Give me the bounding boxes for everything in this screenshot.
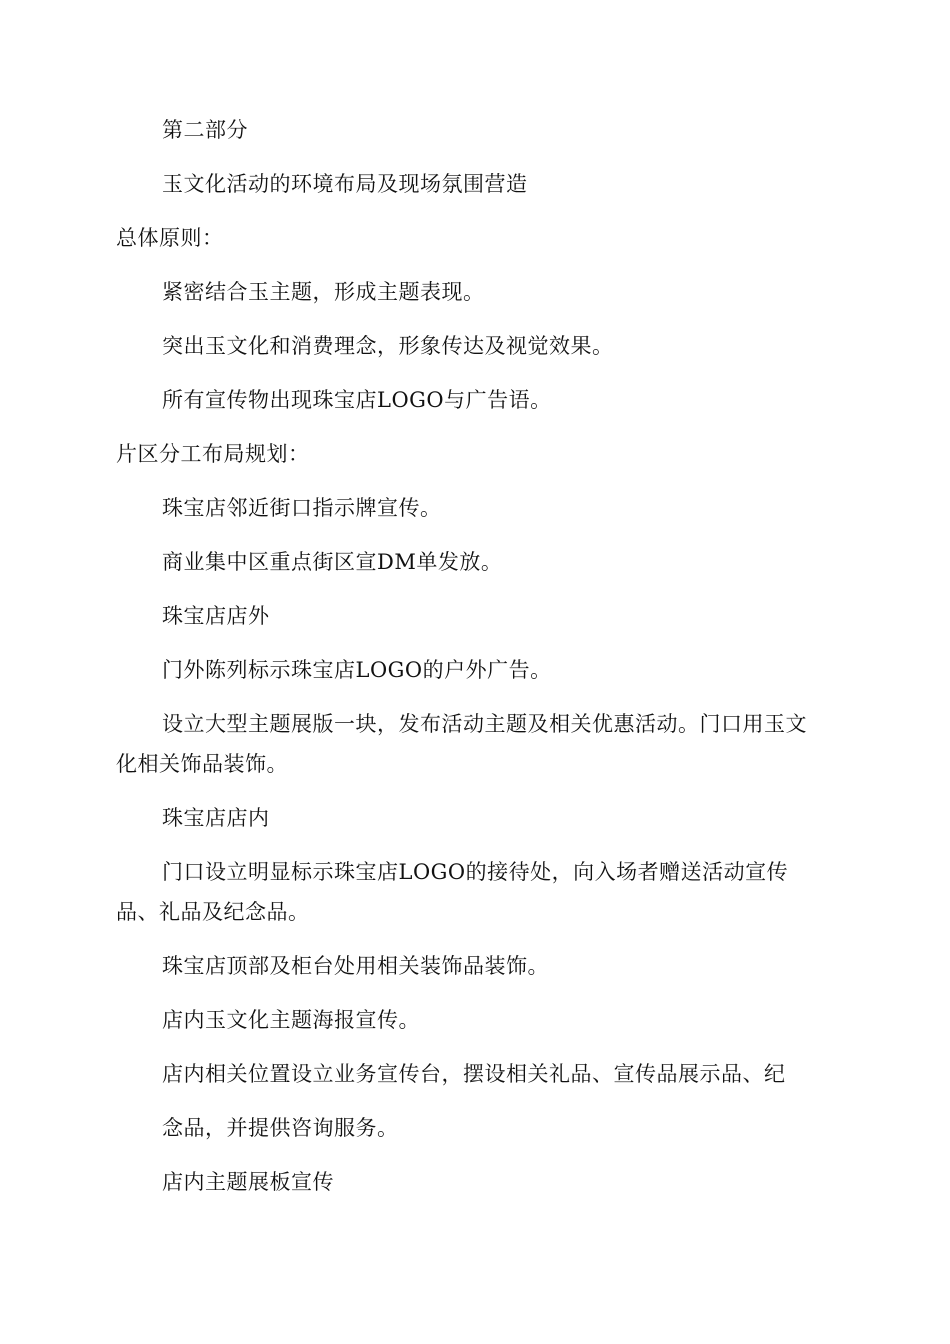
paragraph: 店内相关位置设立业务宣传台，摆设相关礼品、宣传品展示品、纪 <box>162 1062 786 1086</box>
paragraph-continuation: 化相关饰品装饰。 <box>116 752 288 776</box>
paragraph: 店内主题展板宣传 <box>162 1170 334 1194</box>
paragraph-continuation: 念品，并提供咨询服务。 <box>162 1116 399 1140</box>
paragraph: 所有宣传物出现珠宝店LOGO与广告语。 <box>162 388 552 412</box>
paragraph: 突出玉文化和消费理念，形象传达及视觉效果。 <box>162 334 614 358</box>
paragraph: 紧密结合玉主题，形成主题表现。 <box>162 280 485 304</box>
subheading-inside: 珠宝店店内 <box>162 806 270 830</box>
paragraph: 商业集中区重点街区宣DM单发放。 <box>162 550 503 574</box>
paragraph: 设立大型主题展版一块，发布活动主题及相关优惠活动。门口用玉文 <box>162 712 807 736</box>
section-subtitle: 玉文化活动的环境布局及现场氛围营造 <box>162 172 528 196</box>
paragraph-continuation: 品、礼品及纪念品。 <box>116 900 310 924</box>
paragraph: 店内玉文化主题海报宣传。 <box>162 1008 420 1032</box>
heading-layout-plan: 片区分工布局规划： <box>116 442 310 466</box>
paragraph: 珠宝店邻近街口指示牌宣传。 <box>162 496 442 520</box>
section-title: 第二部分 <box>162 118 248 142</box>
heading-principles: 总体原则： <box>116 226 224 250</box>
paragraph: 珠宝店顶部及柜台处用相关装饰品装饰。 <box>162 954 549 978</box>
paragraph: 门外陈列标示珠宝店LOGO的户外广告。 <box>162 658 552 682</box>
subheading-outside: 珠宝店店外 <box>162 604 270 628</box>
paragraph: 门口设立明显标示珠宝店LOGO的接待处，向入场者赠送活动宣传 <box>162 860 789 884</box>
